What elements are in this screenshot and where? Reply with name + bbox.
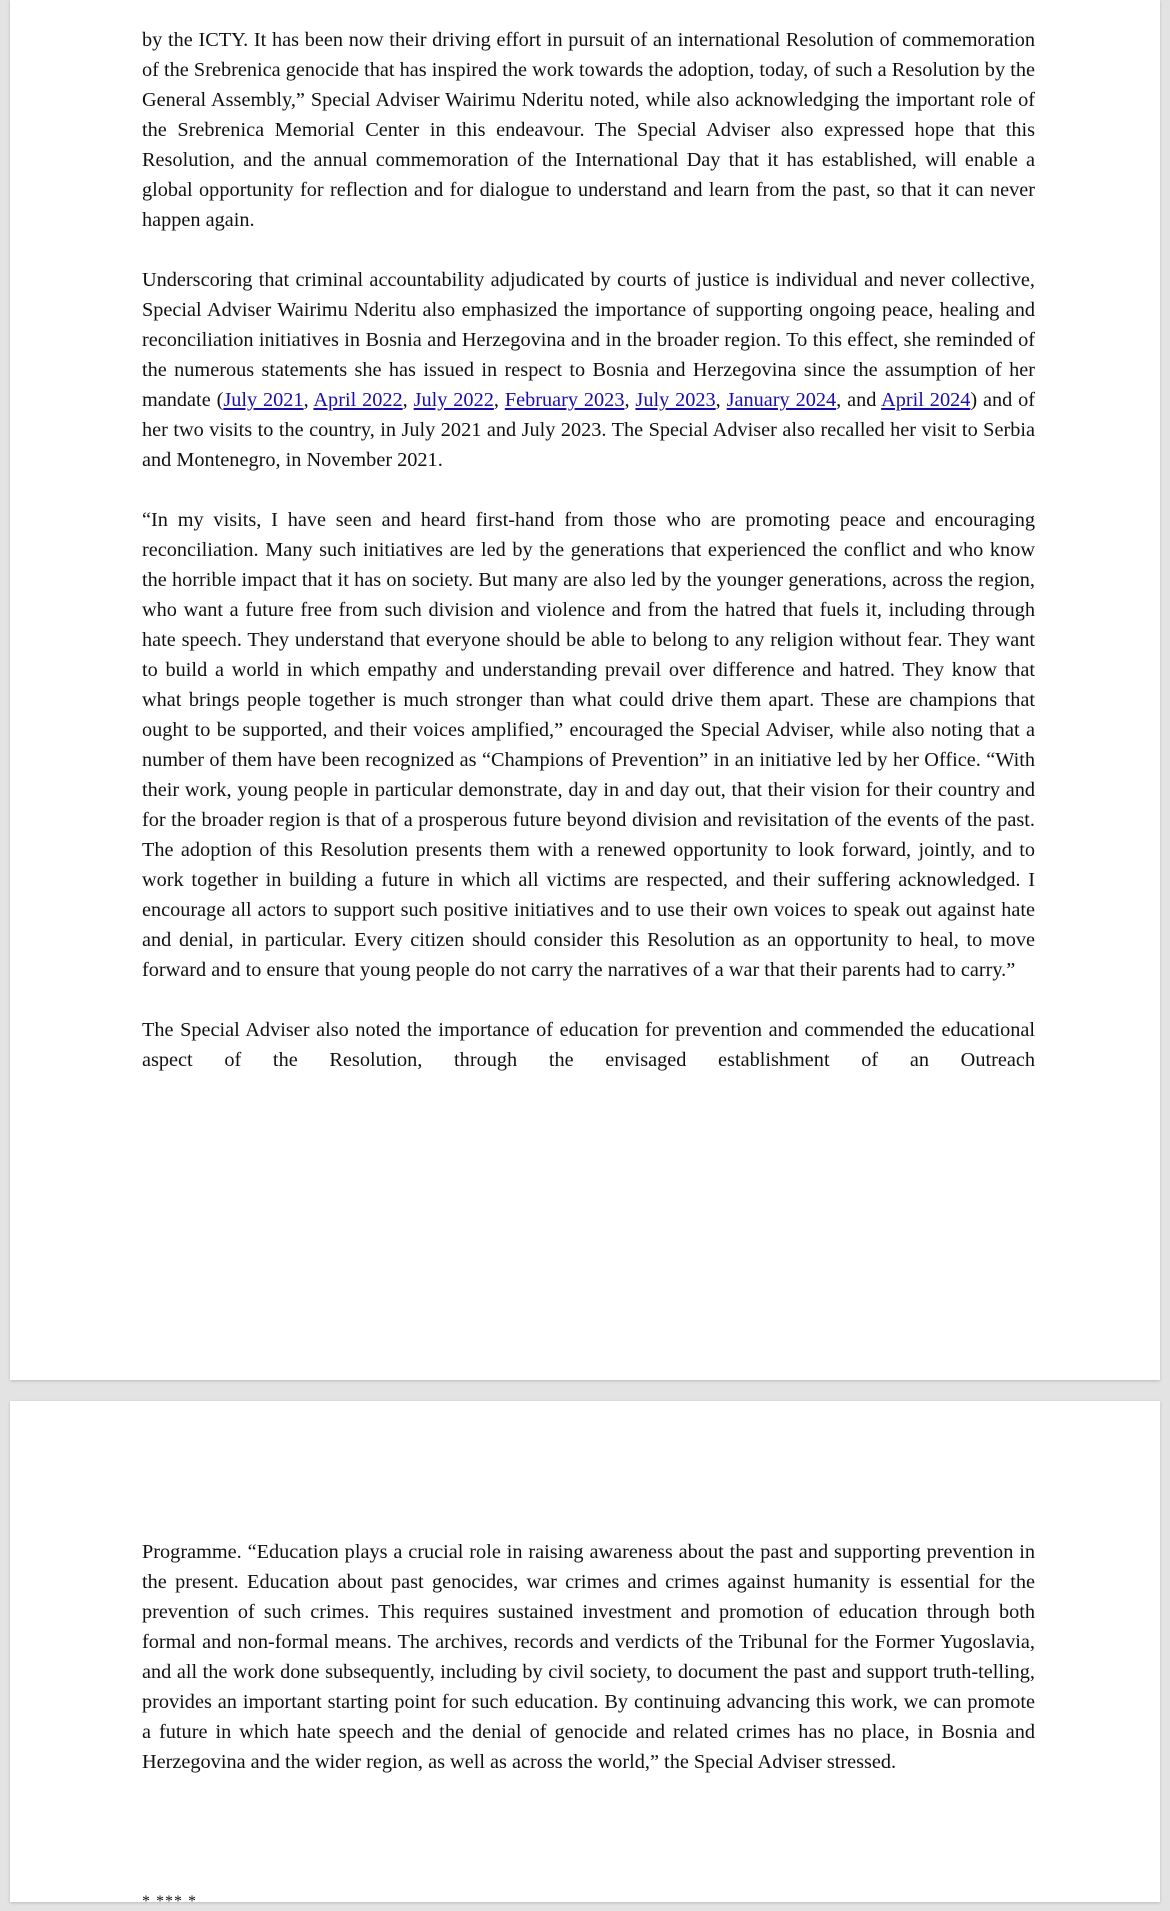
link-april-2024[interactable]: April 2024 [881, 389, 971, 411]
page-1-body [142, 25, 1035, 1075]
separator: , [715, 389, 727, 411]
separator: , [624, 389, 636, 411]
separator: , [493, 389, 505, 411]
link-july-2021[interactable]: July 2021 [223, 389, 304, 411]
paragraph-text: ) and of her two visits to the country, in July 2021 and July 2023. The Special Adviser also recalled her visit to Serbia and Montenegro, in November 2021. [142, 389, 1036, 471]
document-page-1 [10, 0, 1160, 1380]
paragraph-text: Underscoring that criminal accountability adjudicated by courts of justice is individual and never collective, Special Adviser Wairimu Nderitu also emphasized the importance of supporting ongoing peace, healing and reconciliation initiatives in Bosnia and Herzegovina and in the broader region. To this effect, she reminded of the numerous statements she has issued in respect to Bosnia and Herzegovina since the assumption of her mandate ( [142, 269, 1035, 411]
paragraph-education-quote: Programme. “Education plays a crucial role in raising awareness about the past and supporting prevention in the present. Education about past genocides, war crimes and crimes against humanity is essential for the prevention of such crimes. This requires sustained investment and promotion of education through both formal and non-formal means. The archives, records and verdicts of the Tribunal for the Former Yugoslavia, and all the work done subsequently, including by civil society, to document the past and support truth-telling, provides an important starting point for such education. By continuing advancing this work, we can promote a future in which hate speech and the denial of genocide and related crimes has no place, in Bosnia and Herzegovina and the wider region, as well as across the world,” the Special Adviser stressed. [142, 1541, 1035, 1773]
link-april-2022[interactable]: April 2022 [313, 389, 403, 411]
paragraph-accountability [142, 265, 1035, 475]
paragraph-quote-visits: “In my visits, I have seen and heard first-hand from those who are promoting peace and encouraging reconciliation. Many such initiatives are led by the generations that experienced the conflict and who know the horrible impact that it has on society. But many are also led by the younger generations, across the region, who want a future free from such division and violence and from the hatred that fuels it, including through hate speech. They understand that everyone should be able to belong to any religion without fear. They want to build a world in which empathy and understanding prevail over difference and hatred. They know that what brings people together is much stronger than what could drive them apart. These are champions that ought to be supported, and their voices amplified,” encouraged the Special Adviser, while also noting that a number of them have been recognized as “Champions of Prevention” in an initiative led by her Office. “With their work, young people in particular demonstrate, day in and day out, that their vision for their country and for the broader region is that of a prosperous future beyond division and revisitation of the events of the past. The adoption of this Resolution presents them with a renewed opportunity to look forward, jointly, and to work together in building a future in which all victims are respected, and their suffering acknowledged. I encourage all actors to support such positive initiatives and to use their own voices to speak out against hate and denial, in particular. Every citizen should consider this Resolution as an opportunity to heal, to move forward and to ensure that young people do not carry the narratives of a war that their parents had to carry.” [142, 509, 1035, 981]
paragraph-icty: by the ICTY. It has been now their driving effort in pursuit of an international Resolution of commemoration of the Srebrenica genocide that has inspired the work towards the adoption, today, of such a Resolution by the General Assembly,” Special Adviser Wairimu Nderitu noted, while also acknowledging the important role of the Srebrenica Memorial Center in this endeavour. The Special Adviser also expressed hope that this Resolution, and the annual commemoration of the International Day that it has established, will enable a global opportunity for reflection and for dialogue to understand and learn from the past, so that it can never happen again. [142, 29, 1035, 231]
page-2-body [142, 1537, 1035, 1777]
link-july-2022[interactable]: July 2022 [413, 389, 494, 411]
document-page-2 [10, 1401, 1160, 1910]
paragraph-education-intro: The Special Adviser also noted the importance of education for prevention and commended the educational aspect of the Resolution, through the envisaged establishment of an Outreach [142, 1019, 1035, 1071]
link-january-2024[interactable]: January 2024 [726, 389, 837, 411]
end-mark: * *** * [142, 1893, 197, 1910]
separator: , [303, 389, 314, 411]
separator: , and [836, 389, 882, 411]
link-february-2023[interactable]: February 2023 [504, 389, 625, 411]
separator: , [402, 389, 414, 411]
link-july-2023[interactable]: July 2023 [635, 389, 716, 411]
